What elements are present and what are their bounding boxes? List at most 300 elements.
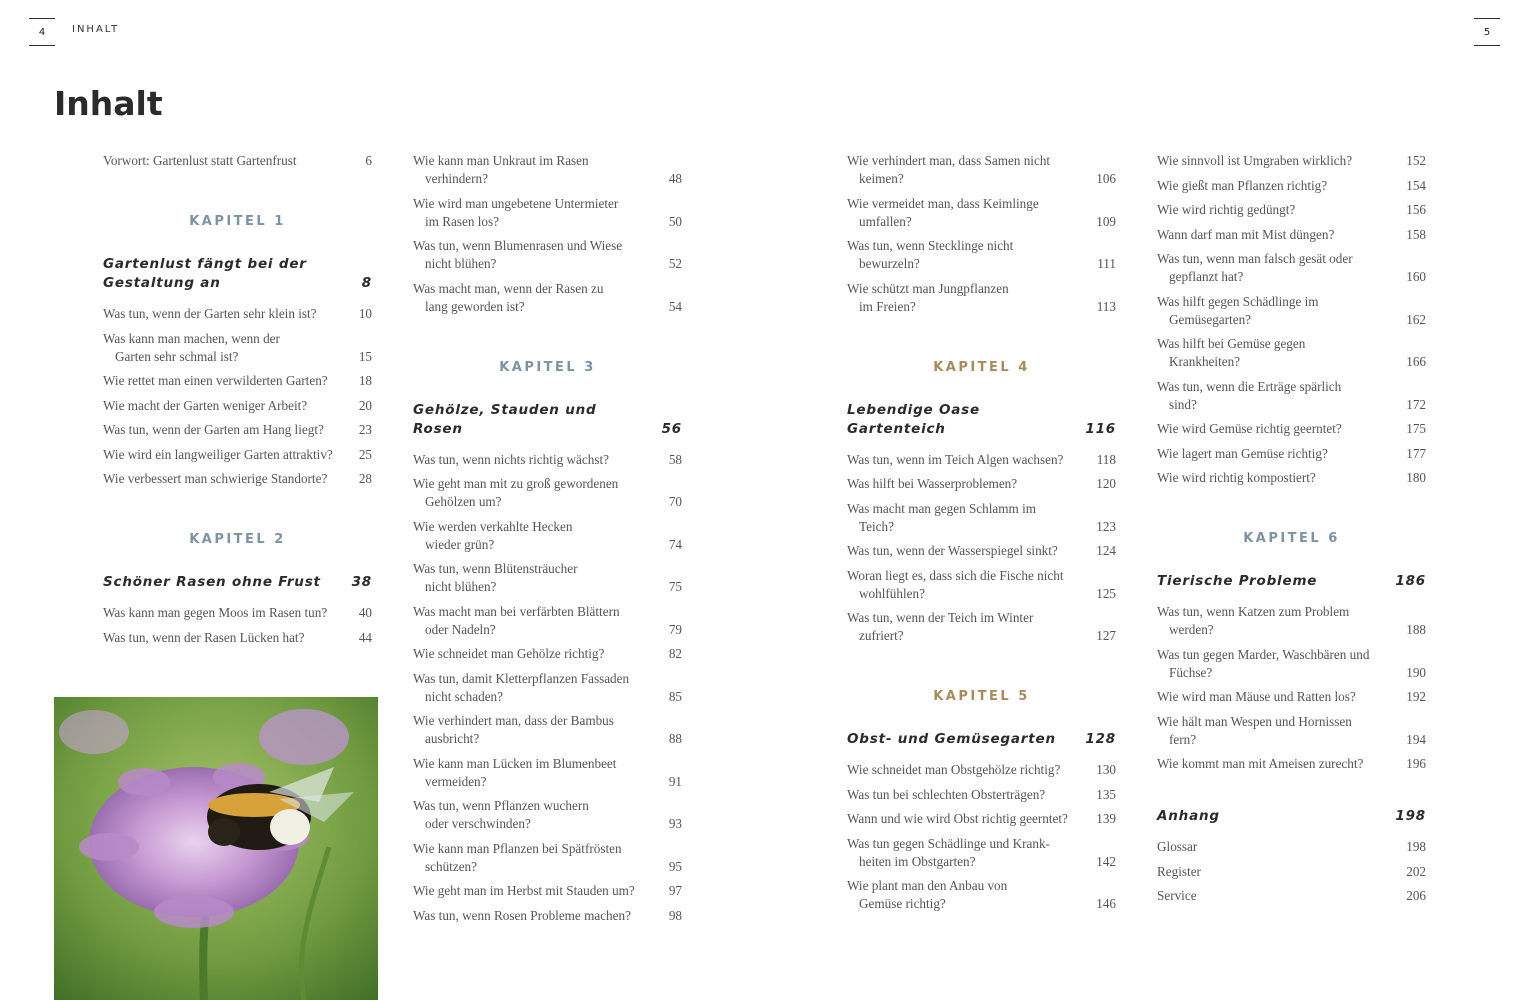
entry-title-line: Was tun, damit Kletterpflanzen Fassaden: [413, 670, 630, 686]
entry-page-number: 111: [1097, 256, 1116, 271]
entry-page-number: 113: [1096, 298, 1116, 314]
entry-title: [847, 761, 1080, 779]
entry-title-line: Was kann man gegen Moos im Rasen tun?: [103, 605, 328, 620]
entry-title: [413, 237, 646, 273]
entry-title: [103, 446, 336, 464]
toc-entry[interactable]: [413, 280, 682, 316]
entry-title-line: nicht blühen?: [425, 579, 497, 594]
entry-title-line: gepflanzt hat?: [1169, 269, 1244, 284]
chapter-title: [103, 255, 332, 293]
toc-entry[interactable]: [413, 907, 682, 925]
entry-title-line: vermeiden?: [425, 773, 487, 789]
entry-page-number: 98: [668, 907, 682, 923]
toc-entry[interactable]: [847, 475, 1116, 493]
entry-title: [1157, 646, 1390, 682]
entry-title-line: wieder grün?: [425, 536, 495, 552]
entry-title-line: Wie kann man Pflanzen bei Spätfrösten: [413, 840, 622, 856]
entry-title-line: Wie sinnvoll ist Umgraben wirklich?: [1157, 153, 1353, 168]
right-page-number: 5: [1474, 18, 1500, 46]
entry-title: [103, 152, 336, 170]
toc-entry[interactable]: [103, 330, 372, 366]
entry-title-line: Was macht man gegen Schlamm im: [847, 500, 1037, 516]
entry-title-line: Was tun, wenn die Erträge spärlich: [1157, 378, 1342, 394]
entry-title-line: Was tun, wenn man falsch gesät oder: [1157, 251, 1353, 266]
entry-page-number: 135: [1096, 786, 1116, 802]
chapter-title-line: Anhang: [1157, 808, 1220, 824]
entry-title: [103, 604, 336, 622]
entry-title: [847, 810, 1080, 828]
entry-title: [847, 542, 1080, 560]
toc-entry[interactable]: [103, 470, 372, 488]
running-header-label: INHALT: [72, 24, 120, 35]
chapter-heading[interactable]: [1157, 807, 1426, 826]
chapter-number-label: KAPITEL 1: [189, 214, 286, 229]
entry-page-number: 175: [1406, 421, 1426, 436]
entry-page-number: 206: [1406, 888, 1426, 903]
entry-title: [847, 609, 1080, 645]
entry-title-line: Wie wird man ungebetene Untermieter: [413, 195, 619, 211]
entry-page-number: 44: [358, 629, 372, 645]
entry-page-number: 202: [1406, 863, 1426, 879]
entry-title-line: Was tun, wenn der Garten am Hang liegt?: [103, 422, 324, 437]
entry-title-line: oder verschwinden?: [425, 816, 531, 831]
bumblebee-flower-photo: [54, 697, 378, 1000]
entry-title-line: keimen?: [859, 171, 904, 186]
entry-title: [1157, 713, 1390, 749]
entry-title-line: Wie werden verkahlte Hecken: [413, 518, 573, 534]
entry-title-line: schützen?: [425, 858, 477, 874]
entry-page-number: 28: [358, 471, 372, 486]
entry-title-line: Wie schneidet man Gehölze richtig?: [413, 646, 605, 661]
entry-title-line: Wann darf man mit Mist düngen?: [1157, 226, 1335, 242]
entry-title-line: Wie kann man Unkraut im Rasen: [413, 153, 589, 168]
toc-entry[interactable]: [103, 446, 372, 464]
entry-title-line: Wie verhindert man, dass Samen nicht: [847, 153, 1051, 168]
entry-title-line: Was hilft bei Gemüse gegen: [1157, 336, 1306, 351]
entry-title: [1157, 688, 1390, 706]
entry-page-number: 146: [1096, 896, 1116, 911]
toc-entry[interactable]: [847, 195, 1116, 231]
entry-page-number: 25: [358, 446, 372, 462]
entry-page-number: 10: [358, 306, 372, 321]
chapter-title-line: Schöner Rasen ohne Frust: [103, 574, 321, 590]
entry-title-line: lang geworden ist?: [425, 298, 525, 314]
entry-title-line: Wie verhindert man, dass der Bambus: [413, 713, 614, 728]
entry-title-line: Service: [1157, 888, 1197, 903]
entry-title: [413, 560, 646, 596]
entry-title: [413, 797, 646, 833]
entry-page-number: 15: [358, 348, 372, 364]
entry-title: [413, 645, 646, 663]
entry-title-line: im Rasen los?: [425, 213, 499, 229]
toc-entry[interactable]: [413, 645, 682, 663]
entry-title-line: Was tun, wenn der Garten sehr klein ist?: [103, 306, 317, 321]
entry-page-number: 172: [1406, 396, 1426, 412]
chapter-number-label: KAPITEL 5: [933, 689, 1030, 704]
entry-page-number: 52: [668, 256, 682, 271]
entry-title: [1157, 863, 1390, 881]
entry-page-number: 20: [358, 397, 372, 413]
toc-entry[interactable]: [1157, 420, 1426, 438]
chapter-heading[interactable]: [413, 401, 682, 439]
entry-title-line: Wie kommt man mit Ameisen zurecht?: [1157, 756, 1364, 771]
entry-page-number: 180: [1406, 470, 1426, 485]
toc-entry[interactable]: [103, 604, 372, 622]
entry-page-number: 97: [668, 883, 682, 898]
entry-title-line: Gemüse richtig?: [859, 896, 946, 911]
entry-title: [1157, 755, 1390, 773]
entry-page-number: 177: [1406, 445, 1426, 461]
page-title: Inhalt: [54, 84, 163, 123]
entry-title: [1157, 603, 1390, 639]
entry-title: [103, 629, 336, 647]
toc-entry[interactable]: [847, 500, 1116, 536]
entry-title-line: Wie wird richtig kompostiert?: [1157, 470, 1316, 485]
chapter-number-label: KAPITEL 4: [933, 359, 1030, 375]
entry-title: [847, 280, 1080, 316]
entry-title-line: Teich?: [859, 518, 894, 534]
chapter-heading[interactable]: [103, 573, 372, 592]
entry-page-number: 166: [1406, 354, 1426, 369]
entry-title-line: verhindern?: [425, 171, 488, 186]
entry-title-line: fern?: [1169, 731, 1197, 747]
entry-title-line: Wie hält man Wespen und Hornissen: [1157, 713, 1352, 729]
entry-page-number: 162: [1406, 311, 1426, 327]
entry-page-number: 79: [668, 621, 682, 637]
entry-page-number: 75: [668, 579, 682, 594]
toc-entry[interactable]: [413, 797, 682, 833]
chapter-heading[interactable]: [847, 401, 1116, 439]
toc-entry[interactable]: [847, 609, 1116, 645]
entry-title-line: Was tun, wenn der Teich im Winter: [847, 610, 1034, 625]
toc-entry[interactable]: [413, 237, 682, 273]
entry-title-line: Wie wird man Mäuse und Ratten los?: [1157, 689, 1356, 704]
toc-entry[interactable]: [1157, 688, 1426, 706]
entry-title: [847, 152, 1080, 188]
chapter-title-line: Obst- und Gemüsegarten: [847, 731, 1056, 747]
chapter-title-line: Gehölze, Stauden und Rosen: [413, 401, 597, 437]
chapter-title-line: Lebendige Oase Gartenteich: [847, 401, 980, 437]
entry-title-line: Was tun, wenn Rosen Probleme machen?: [413, 907, 631, 923]
entry-title-line: Wie schneidet man Obstgehölze richtig?: [847, 762, 1061, 777]
toc-entry[interactable]: [1157, 646, 1426, 682]
toc-entry[interactable]: [1157, 863, 1426, 881]
toc-entry[interactable]: [1157, 838, 1426, 856]
toc-entry[interactable]: [103, 397, 372, 415]
toc-entry[interactable]: [847, 567, 1116, 603]
entry-title-line: Glossar: [1157, 839, 1198, 854]
toc-entry[interactable]: [413, 451, 682, 469]
entry-page-number: 142: [1096, 853, 1116, 869]
chapter-number-label: KAPITEL 2: [189, 532, 286, 547]
toc-entry[interactable]: [1157, 713, 1426, 749]
entry-page-number: 85: [668, 688, 682, 704]
toc-entry[interactable]: [847, 451, 1116, 469]
toc-entry[interactable]: [103, 305, 372, 323]
entry-title-line: Wie geht man im Herbst mit Stauden um?: [413, 883, 635, 898]
toc-entry[interactable]: [103, 152, 372, 170]
chapter-heading[interactable]: [847, 730, 1116, 749]
entry-page-number: 70: [668, 494, 682, 509]
chapter-page-number: 38: [351, 574, 372, 590]
entry-page-number: 198: [1406, 839, 1426, 854]
entry-title-line: Woran liegt es, dass sich die Fische nicht: [847, 567, 1064, 583]
entry-title-line: Wann und wie wird Obst richtig geerntet?: [847, 811, 1068, 826]
entry-page-number: 160: [1406, 269, 1426, 284]
entry-title: [847, 500, 1080, 536]
toc-entry[interactable]: [847, 786, 1116, 804]
entry-page-number: 156: [1406, 202, 1426, 217]
chapter-number-label: KAPITEL 6: [1243, 531, 1340, 546]
entry-page-number: 125: [1096, 585, 1116, 601]
entry-title: [1157, 152, 1390, 170]
toc-entry[interactable]: [847, 835, 1116, 871]
entry-page-number: 82: [668, 646, 682, 661]
entry-title-line: Wie verbessert man schwierige Standorte?: [103, 471, 328, 486]
entry-title-line: Was macht man, wenn der Rasen zu: [413, 280, 604, 296]
entry-page-number: 194: [1406, 731, 1426, 747]
entry-title: [1157, 838, 1390, 856]
entry-title: [413, 195, 646, 231]
entry-page-number: 6: [365, 153, 372, 168]
entry-page-number: 130: [1096, 762, 1116, 777]
entry-title: [103, 397, 336, 415]
chapter-page-number: 116: [1085, 420, 1116, 437]
chapter-title: [1157, 807, 1386, 826]
toc-entry[interactable]: [1157, 335, 1426, 371]
entry-page-number: 40: [358, 605, 372, 620]
toc-entry[interactable]: [413, 195, 682, 231]
entry-title-line: Garten sehr schmal ist?: [115, 348, 239, 364]
entry-title-line: Was tun, wenn der Rasen Lücken hat?: [103, 629, 305, 645]
entry-page-number: 106: [1096, 171, 1116, 186]
chapter-page-number: 128: [1085, 731, 1116, 747]
entry-title: [1157, 226, 1390, 244]
entry-title: [847, 835, 1080, 871]
toc-entry[interactable]: [413, 518, 682, 554]
entry-title-line: Wie gießt man Pflanzen richtig?: [1157, 177, 1328, 193]
entry-title: [1157, 201, 1390, 219]
toc-entry[interactable]: [847, 761, 1116, 779]
toc-entry[interactable]: [1157, 293, 1426, 329]
toc-entry[interactable]: [413, 670, 682, 706]
entry-title: [847, 475, 1080, 493]
entry-title: [413, 475, 646, 511]
toc-entry[interactable]: [413, 560, 682, 596]
toc-entry[interactable]: [1157, 152, 1426, 170]
entry-title-line: Was tun bei schlechten Obsterträgen?: [847, 786, 1046, 802]
entry-page-number: 152: [1406, 153, 1426, 168]
entry-title-line: Wie lagert man Gemüse richtig?: [1157, 445, 1328, 461]
entry-title-line: sind?: [1169, 396, 1197, 412]
entry-title-line: Füchse?: [1169, 664, 1213, 680]
entry-title-line: Vorwort: Gartenlust statt Gartenfrust: [103, 153, 297, 168]
toc-entry[interactable]: [1157, 469, 1426, 487]
chapter-title-line: Gartenlust fängt bei der: [103, 256, 307, 272]
chapter-page-number: 186: [1395, 573, 1426, 589]
toc-entry[interactable]: [1157, 177, 1426, 195]
entry-title: [1157, 420, 1390, 438]
toc-entry[interactable]: [847, 810, 1116, 828]
entry-page-number: 196: [1406, 756, 1426, 771]
toc-column-3: [847, 150, 1116, 913]
entry-page-number: 120: [1096, 476, 1116, 491]
entry-title-line: zufriert?: [859, 628, 904, 643]
entry-title-line: Was tun, wenn Blütensträucher: [413, 561, 578, 576]
toc-entry[interactable]: [413, 840, 682, 876]
entry-page-number: 88: [668, 731, 682, 746]
toc-entry[interactable]: [103, 421, 372, 439]
entry-title: [413, 755, 646, 791]
entry-title-line: umfallen?: [859, 213, 912, 229]
chapter-title-line: Gestaltung an: [103, 275, 221, 291]
entry-title-line: heiten im Obstgarten?: [859, 853, 976, 869]
toc-entry[interactable]: [847, 280, 1116, 316]
entry-title: [1157, 378, 1390, 414]
entry-title: [847, 567, 1080, 603]
entry-title: [413, 907, 646, 925]
entry-title-line: Wie schützt man Jungpflanzen: [847, 280, 1009, 296]
entry-title: [847, 877, 1080, 913]
entry-page-number: 23: [358, 422, 372, 437]
entry-title: [103, 470, 336, 488]
entry-title: [1157, 293, 1390, 329]
entry-title: [413, 840, 646, 876]
entry-title-line: oder Nadeln?: [425, 621, 496, 637]
chapter-title: [413, 401, 642, 439]
entry-title-line: Was tun, wenn Blumenrasen und Wiese: [413, 238, 623, 253]
entry-title-line: Was tun gegen Marder, Waschbären und: [1157, 646, 1370, 662]
chapter-title: [847, 401, 1076, 439]
entry-title-line: Wie plant man den Anbau von: [847, 878, 1008, 893]
entry-title-line: Was tun, wenn nichts richtig wächst?: [413, 451, 609, 467]
entry-title-line: bewurzeln?: [859, 256, 920, 271]
toc-entry[interactable]: [1157, 250, 1426, 286]
toc-entry[interactable]: [1157, 755, 1426, 773]
entry-page-number: 190: [1406, 664, 1426, 680]
toc-entry[interactable]: [1157, 445, 1426, 463]
entry-title-line: Was tun, wenn im Teich Algen wachsen?: [847, 451, 1064, 467]
toc-entry[interactable]: [413, 152, 682, 188]
entry-page-number: 154: [1406, 177, 1426, 193]
entry-title-line: Wie rettet man einen verwilderten Garten?: [103, 373, 328, 388]
chapter-title-line: Tierische Probleme: [1157, 573, 1318, 589]
toc-entry[interactable]: [413, 712, 682, 748]
entry-page-number: 91: [668, 773, 682, 789]
chapter-title: [847, 730, 1076, 749]
entry-title: [103, 305, 336, 323]
toc-entry[interactable]: [1157, 378, 1426, 414]
entry-page-number: 139: [1096, 811, 1116, 826]
entry-title-line: Was tun, wenn Pflanzen wuchern: [413, 798, 589, 813]
entry-title: [413, 451, 646, 469]
entry-title-line: wohlfühlen?: [859, 585, 925, 601]
entry-page-number: 18: [358, 373, 372, 388]
toc-entry[interactable]: [1157, 603, 1426, 639]
entry-page-number: 95: [668, 858, 682, 874]
entry-title-line: Gemüsegarten?: [1169, 311, 1252, 327]
toc-entry[interactable]: [413, 475, 682, 511]
toc-entry[interactable]: [847, 542, 1116, 560]
entry-title-line: Wie vermeidet man, dass Keimlinge: [847, 195, 1039, 211]
entry-page-number: 58: [668, 451, 682, 467]
toc-entry[interactable]: [103, 629, 372, 647]
chapter-number-label: KAPITEL 3: [499, 359, 596, 375]
entry-page-number: 188: [1406, 622, 1426, 637]
entry-title: [1157, 335, 1390, 371]
toc-entry[interactable]: [847, 152, 1116, 188]
entry-title: [1157, 445, 1390, 463]
toc-entry[interactable]: [1157, 226, 1426, 244]
entry-title: [1157, 469, 1390, 487]
entry-title-line: Was kann man machen, wenn der: [103, 330, 280, 346]
entry-page-number: 158: [1406, 226, 1426, 242]
entry-title-line: im Freien?: [859, 298, 916, 314]
entry-title: [103, 372, 336, 390]
entry-title: [413, 603, 646, 639]
entry-title-line: Was hilft gegen Schädlinge im: [1157, 293, 1319, 309]
entry-page-number: 118: [1096, 451, 1116, 467]
toc-entry[interactable]: [413, 603, 682, 639]
entry-page-number: 48: [668, 171, 682, 186]
toc-column-4: [1157, 150, 1426, 905]
entry-title-line: Was tun, wenn der Wasserspiegel sinkt?: [847, 543, 1058, 558]
entry-page-number: 192: [1406, 689, 1426, 704]
entry-page-number: 54: [668, 298, 682, 314]
entry-title-line: Was hilft bei Wasserproblemen?: [847, 476, 1018, 491]
entry-page-number: 123: [1096, 518, 1116, 534]
toc-entry[interactable]: [1157, 201, 1426, 219]
entry-page-number: 109: [1096, 213, 1116, 229]
toc-column-1: [103, 150, 372, 647]
entry-title-line: Krankheiten?: [1169, 354, 1241, 369]
chapter-heading[interactable]: [1157, 572, 1426, 591]
entry-title: [1157, 887, 1390, 905]
entry-page-number: 127: [1096, 628, 1116, 643]
toc-entry[interactable]: [413, 755, 682, 791]
chapter-page-number: 8: [361, 275, 372, 291]
toc-entry[interactable]: [1157, 887, 1426, 905]
entry-title: [847, 195, 1080, 231]
entry-title-line: Wie wird Gemüse richtig geerntet?: [1157, 421, 1342, 436]
entry-title-line: nicht blühen?: [425, 256, 497, 271]
entry-title-line: Register: [1157, 863, 1201, 879]
entry-title: [413, 152, 646, 188]
left-page-number: 4: [29, 18, 55, 46]
entry-page-number: 50: [668, 213, 682, 229]
toc-entry[interactable]: [103, 372, 372, 390]
toc-column-2: [413, 150, 682, 925]
entry-page-number: 124: [1096, 543, 1116, 558]
entry-title-line: ausbricht?: [425, 731, 480, 746]
entry-title: [103, 330, 336, 366]
toc-entry[interactable]: [413, 882, 682, 900]
entry-title-line: nicht schaden?: [425, 688, 503, 704]
entry-title-line: werden?: [1169, 622, 1214, 637]
entry-title: [847, 237, 1080, 273]
entry-page-number: 93: [668, 816, 682, 831]
entry-title-line: Wie wird richtig gedüngt?: [1157, 202, 1296, 217]
entry-title: [413, 882, 646, 900]
toc-entry[interactable]: [847, 237, 1116, 273]
chapter-heading[interactable]: [103, 255, 372, 293]
chapter-page-number: 56: [661, 420, 682, 437]
entry-title-line: Wie geht man mit zu groß gewordenen: [413, 476, 619, 491]
entry-title: [413, 280, 646, 316]
entry-title-line: Was tun, wenn Katzen zum Problem: [1157, 604, 1350, 619]
entry-title: [847, 786, 1080, 804]
toc-entry[interactable]: [847, 877, 1116, 913]
